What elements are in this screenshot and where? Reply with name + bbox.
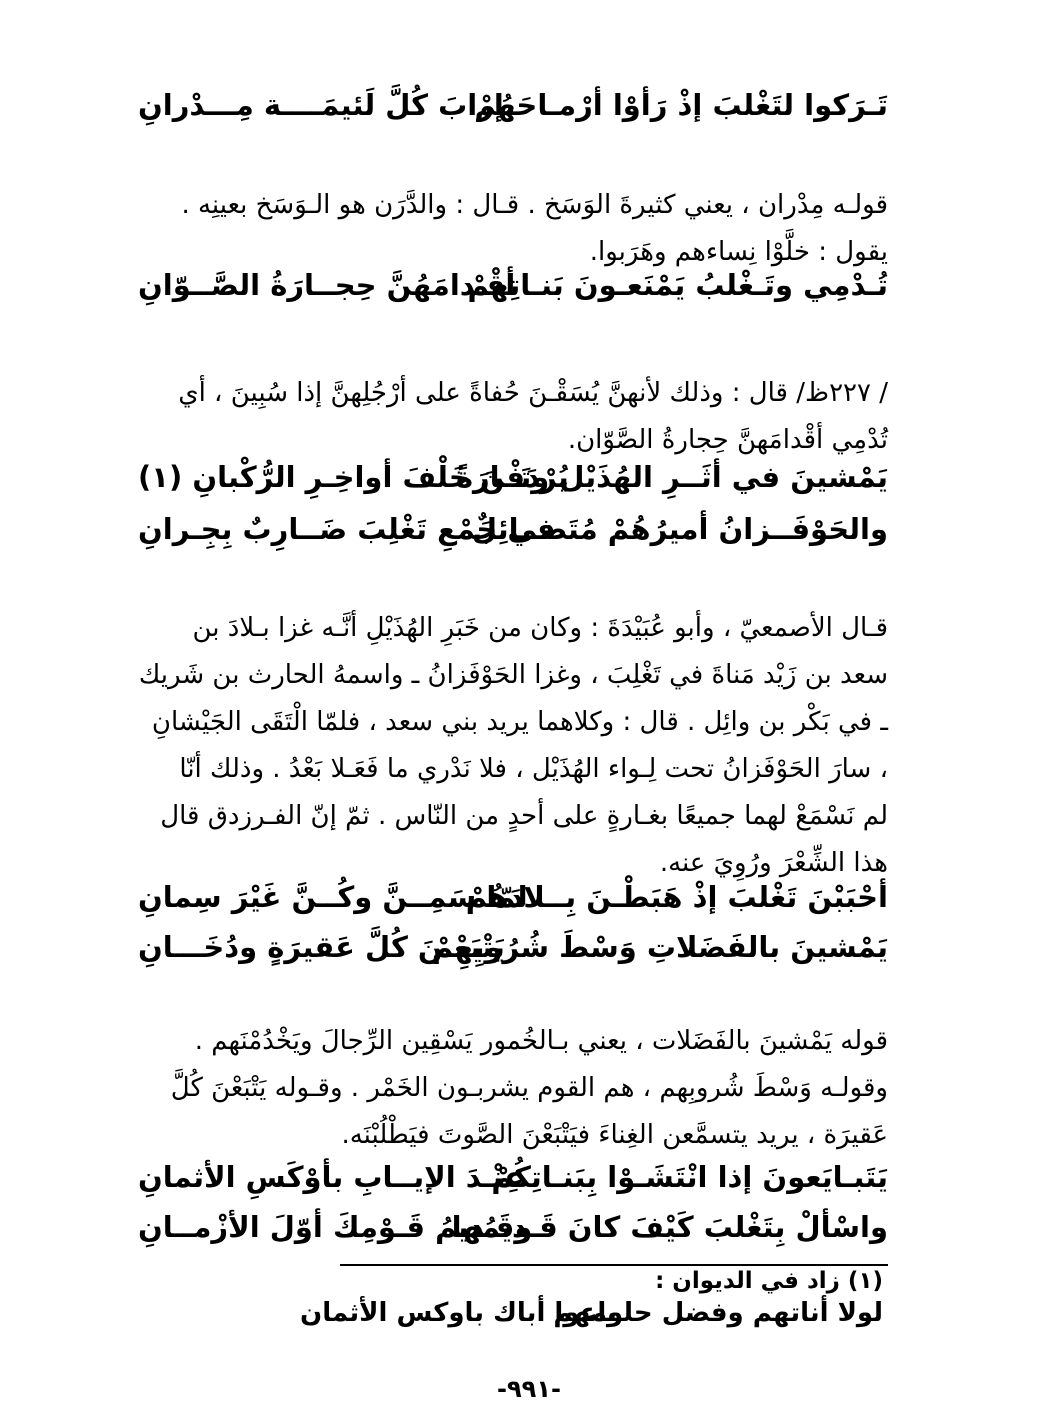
page-number: -٩٩١- <box>497 1375 561 1403</box>
commentary-line: / ٢٢٧ظ/ قال : وذلك لأنهنَّ يُسَقْـنَ حُفاةً على أرْجُلِهنَّ إذا سُبِينَ ، أي <box>178 378 888 408</box>
commentary-block-4 <box>138 1018 888 1159</box>
verse-3-first-hemistich: يَمْشينَ في أثَــرِ الهُذَيْل وتَــارَةً <box>455 460 888 494</box>
verse-6-second-hemistich: يَتْبَعْـنَ كُلَّ عَقيرَةٍ ودُخَـــانِ <box>138 930 505 964</box>
verse-2-first-hemistich: تُـدْمِي وتَـغْلبُ يَمْنَعـونَ بَنـاتِهمْ <box>467 268 888 302</box>
commentary-line: هذا الشِّعْرَ ورُوِيَ عنه. <box>659 848 888 878</box>
verse-4-second-hemistich: في جَمْعِ تَغْلِبَ ضَــارِبٌ بِجِـرانِ <box>138 512 556 546</box>
footnote-verse <box>300 1298 883 1334</box>
commentary-line: يقول : خلَّوْا نِساءهم وهَرَبوا. <box>589 237 888 267</box>
commentary-line: ، سارَ الحَوْفَزانُ تحت لِـواء الهُذَيْل ، فلا نَدْري ما فَعَـلا بَعْدُ . وذلك أنّا <box>179 754 888 784</box>
commentary-line: قوله يَمْشينَ بالفَضَلات ، يعني بـالخُمور يَسْقِين الرِّجالَ ويَخْدُمْنَهم . <box>194 1026 888 1056</box>
verse-line-8 <box>138 1210 888 1262</box>
commentary-block-1 <box>138 182 888 276</box>
verse-1-first-hemistich: تَـرَكوا لتَغْلبَ إذْ رَأوْا أرْمـاحَهُمْ <box>474 88 888 122</box>
verse-4-first-hemistich: والحَوْفَــزانُ أميرُهُمْ مُتَضــائِلٌ <box>471 512 888 546</box>
verse-line-1 <box>138 88 888 140</box>
commentary-block-3 <box>138 605 888 887</box>
verse-7-second-hemistich: عِنْـدَ الإيــابِ بأوْكَسِ الأثمانِ <box>138 1160 525 1194</box>
commentary-line: عَقيرَة ، يريد يتسمَّعن الغِناءَ فيَتْبَعْنَ الصَّوتَ فيَطْلُبْنَه. <box>341 1120 888 1150</box>
commentary-line: لم نَسْمَعْ لهما جميعًا بغـارةٍ على أحدٍ من النّاس . ثمّ إنّ الفـرزدق قال <box>160 801 888 831</box>
commentary-line: ـ في بَكْر بن وائِل . قال : وكلاهما يريد بني سعد ، فلمّا الْتَقَى الجَيْشانِ <box>151 707 888 737</box>
verse-5-first-hemistich: أحْبَبْنَ تَغْلبَ إذْ هَبَطْـنَ بِــلادَهُمْ <box>465 880 888 914</box>
verse-line-2 <box>138 268 888 320</box>
verse-7-first-hemistich: يَتَبـايَعونَ إذا انْتَشَـوْا بِبَنـاتِكُمْ <box>491 1160 888 1194</box>
commentary-line: وقولـه وَسْطَ شُروبِهم ، هم القوم يشربـون الخَمْر . وقـوله يَتْبَعْنَ كُلَّ <box>170 1073 888 1103</box>
verse-8-first-hemistich: واسْألْ بِتَغْلبَ كَيْفَ كانَ قَـديمُها <box>451 1210 888 1244</box>
footnote-second-hemistich: باعوا أباك باوكس الأثمان <box>300 1298 617 1328</box>
commentary-line: قـال الأصمعيّ ، وأبو عُبَيْدَةَ : وكان من خَبَرِ الهُذَيْلِ أنَّـه غزا بـلادَ بن <box>192 613 888 643</box>
commentary-line: قولـه مِدْران ، يعني كثيرةَ الوَسَخ . قـال : والدَّرَن هو الـوَسَخ بعينِه . <box>181 190 888 220</box>
verse-line-5 <box>138 880 888 932</box>
footnote-label: (١) زاد في الديوان : <box>655 1268 883 1294</box>
verse-line-3 <box>138 460 888 512</box>
commentary-line: تُدْمِي أقْدامَهنَّ حِجارةُ الصَّوّان. <box>567 425 888 455</box>
verse-6-first-hemistich: يَمْشينَ بالفَضَلاتِ وَسْطَ شُرُوبِهِمْ <box>431 930 888 964</box>
commentary-line: سعد بن زَيْد مَناةَ في تَغْلِبَ ، وغزا الحَوْفَزانُ ـ واسمهُ الحارث بن شَريك <box>138 660 888 690</box>
verse-2-second-hemistich: أقْـدامَهُنَّ حِجــارَةُ الصَّــوّانِ <box>138 268 516 302</box>
verse-3-second-hemistich: يُرْدَفْنَ خَلْفَ أواخِـرِ الرُّكْبانِ (١) <box>138 460 569 494</box>
verse-8-second-hemistich: وقَـديمُ قَـوْمِكَ أوّلَ الأزْمــانِ <box>138 1210 533 1244</box>
verse-line-6 <box>138 930 888 982</box>
footnote-separator <box>340 1264 888 1266</box>
verse-line-4 <box>138 512 888 564</box>
verse-1-second-hemistich: بإرابَ كُلَّ لَئيمَــــة مِـــدْرانِ <box>138 88 516 122</box>
commentary-block-2 <box>138 370 888 464</box>
footnote-first-hemistich: لولا أناتهم وفضل حلومهم <box>553 1298 883 1328</box>
verse-5-second-hemistich: لمّا سَمِــنَّ وكُــنَّ غَيْرَ سِمانِ <box>138 880 528 914</box>
verse-line-7 <box>138 1160 888 1212</box>
